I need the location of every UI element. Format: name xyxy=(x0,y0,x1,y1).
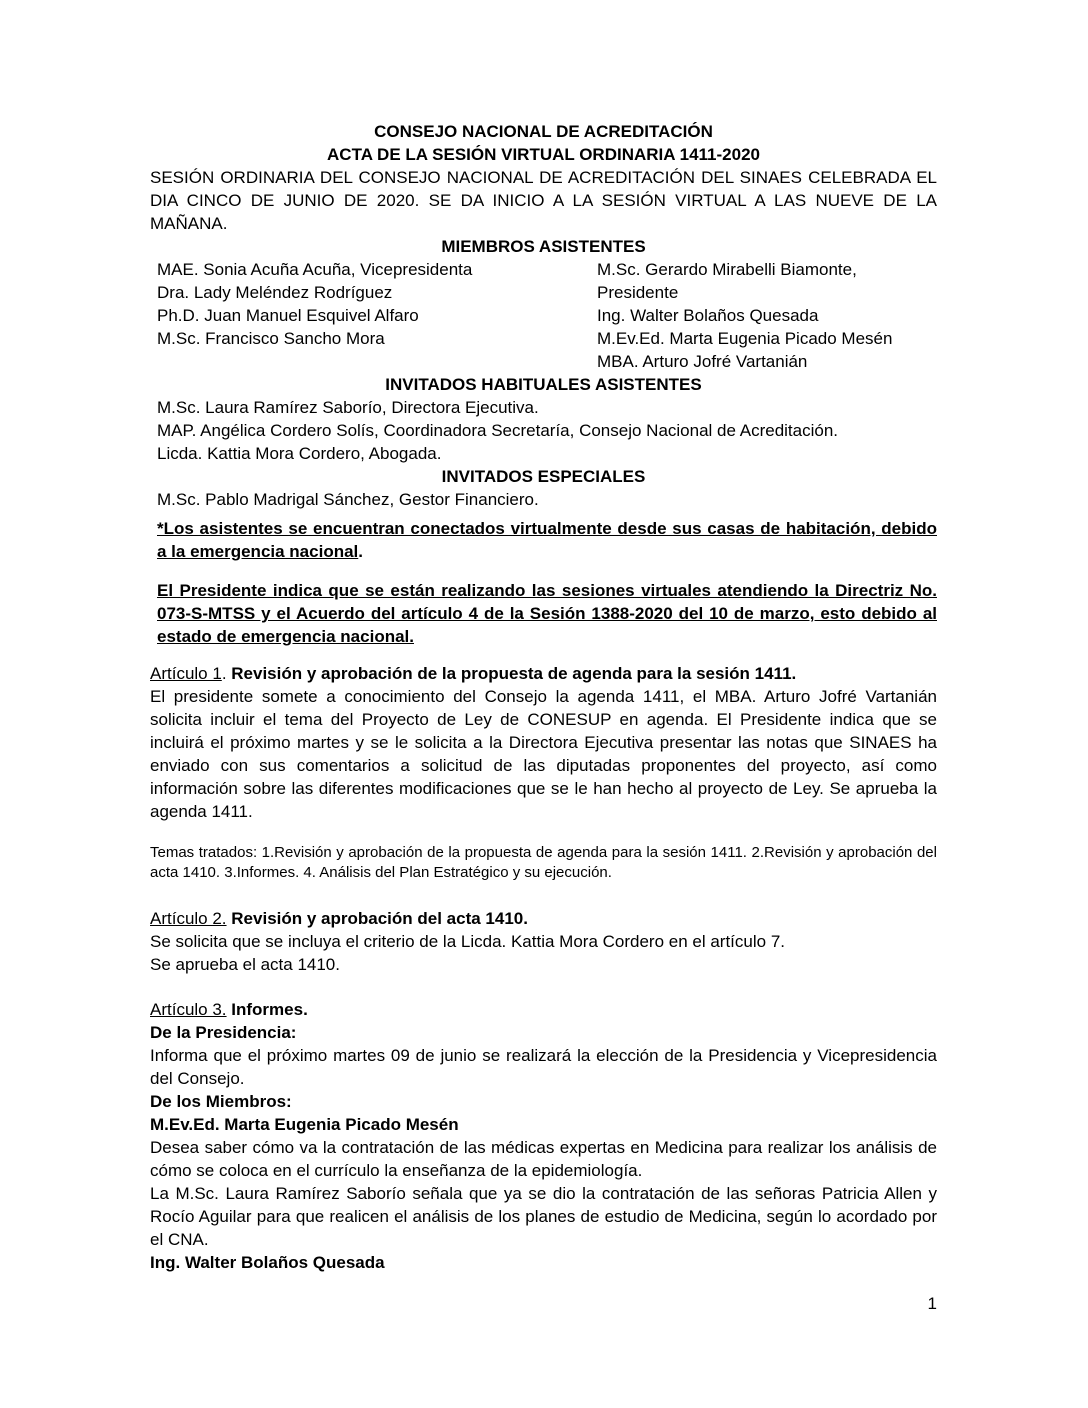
members-subheading: De los Miembros: xyxy=(150,1092,292,1111)
guest-item: MAP. Angélica Cordero Solís, Coordinadora Secretaría, Consejo Nacional de Acreditación. xyxy=(157,421,839,440)
article-3-label: Artículo 3. xyxy=(150,1000,227,1019)
guest-item: M.Sc. Pablo Madrigal Sánchez, Gestor Financiero. xyxy=(157,490,539,509)
members-column-right xyxy=(597,258,937,373)
article-1-body: El presidente somete a conocimiento del Consejo la agenda 1411, el MBA. Arturo Jofré Vartanián solicita incluir el tema del Proyecto de Ley de CONESUP en agenda. El Presidente indica que se incluirá el próximo martes y se le solicita a la Directora Ejecutiva presentar las notas que SINAES ha enviado con sus comentarios a solicitud de las diputadas proponentes del proyecto, así como información sobre las diferentes modificaciones que se le han hecho al proyecto de Ley. Se aprueba la agenda 1411. xyxy=(150,687,937,821)
guest-item: Licda. Kattia Mora Cordero, Abogada. xyxy=(157,444,442,463)
article-3-title: Informes. xyxy=(231,1000,308,1019)
special-guests-heading: INVITADOS ESPECIALES xyxy=(441,467,646,486)
article-2-label: Artículo 2. xyxy=(150,909,227,928)
article-2-body xyxy=(150,930,937,976)
speaker-name-bolanos: Ing. Walter Bolaños Quesada xyxy=(150,1253,385,1272)
guest-item: M.Sc. Laura Ramírez Saborío, Directora Ejecutiva. xyxy=(157,398,539,417)
presidency-subheading: De la Presidencia: xyxy=(150,1023,297,1042)
note-directive: El Presidente indica que se están realizando las sesiones virtuales atendiendo la Directriz No. 073-S-MTSS y el Acuerdo del artículo 4 de la Sesión 1388-2020 del 10 de marzo, esto debido al estado de emergencia nacional. xyxy=(157,581,937,646)
note-period: . xyxy=(358,542,363,561)
topics-paragraph: Temas tratados: 1.Revisión y aprobación de la propuesta de agenda para la sesión 1411. 2.Revisión y aprobación del acta 1410. 3.Informes. 4. Análisis del Plan Estratégico y su ejecución. xyxy=(150,844,937,881)
executive-director-reply: La M.Sc. Laura Ramírez Saborío señala que ya se dio la contratación de las señoras Patricia Allen y Rocío Aguilar para que realicen el análisis de los planes de estudio de Medicina, según lo acordado por el CNA. xyxy=(150,1184,937,1249)
member-item: M.Ev.Ed. Marta Eugenia Picado Mesén xyxy=(597,329,893,348)
member-item: M.Sc. Francisco Sancho Mora xyxy=(157,329,385,348)
members-heading: MIEMBROS ASISTENTES xyxy=(441,237,646,256)
article-2-line: Se aprueba el acta 1410. xyxy=(150,955,340,974)
document-content xyxy=(150,120,937,1274)
speaker-question: Desea saber cómo va la contratación de las médicas expertas en Medicina para realizar los análisis de cómo se coloca en el currículo la enseñanza de la epidemiología. xyxy=(150,1138,937,1180)
habitual-guests-heading: INVITADOS HABITUALES ASISTENTES xyxy=(385,375,702,394)
document-title: CONSEJO NACIONAL DE ACREDITACIÓN xyxy=(374,122,713,141)
article-1-heading xyxy=(150,662,937,685)
members-column-left xyxy=(150,258,597,373)
page-number: 1 xyxy=(927,1294,937,1313)
member-item: Dra. Lady Meléndez Rodríguez xyxy=(157,283,393,302)
note-virtual-attendance-text: *Los asistentes se encuentran conectados virtualmente desde sus casas de habitación, debido a la emergencia nacional xyxy=(157,519,937,561)
member-item: M.Sc. Gerardo Mirabelli Biamonte, Presidente xyxy=(597,260,857,302)
member-item: MBA. Arturo Jofré Vartanián xyxy=(597,352,808,371)
article-1-separator: . xyxy=(221,664,232,683)
member-item: MAE. Sonia Acuña Acuña, Vicepresidenta xyxy=(157,260,473,279)
article-2-title: Revisión y aprobación del acta 1410. xyxy=(231,909,528,928)
members-list xyxy=(150,258,937,373)
special-guests-list xyxy=(150,488,937,511)
article-1-title: Revisión y aprobación de la propuesta de agenda para la sesión 1411. xyxy=(231,664,797,683)
member-item: Ph.D. Juan Manuel Esquivel Alfaro xyxy=(157,306,419,325)
article-1-label: Artículo 1 xyxy=(150,664,222,683)
presidency-report: Informa que el próximo martes 09 de junio se realizará la elección de la Presidencia y Vicepresidencia del Consejo. xyxy=(150,1046,937,1088)
note-virtual-attendance xyxy=(150,517,937,563)
article-2-heading xyxy=(150,907,937,930)
speaker-name-picado: M.Ev.Ed. Marta Eugenia Picado Mesén xyxy=(150,1115,459,1134)
article-3-heading xyxy=(150,998,937,1021)
habitual-guests-list xyxy=(150,396,937,465)
session-intro-paragraph: SESIÓN ORDINARIA DEL CONSEJO NACIONAL DE ACREDITACIÓN DEL SINAES CELEBRADA EL DIA CINCO DE JUNIO DE 2020. SE DA INICIO A LA SESIÓN VIRTUAL A LAS NUEVE DE LA MAÑANA. xyxy=(150,168,937,233)
member-item: Ing. Walter Bolaños Quesada xyxy=(597,306,819,325)
document-subtitle: ACTA DE LA SESIÓN VIRTUAL ORDINARIA 1411-2020 xyxy=(327,145,760,164)
article-2-line: Se solicita que se incluya el criterio de la Licda. Kattia Mora Cordero en el artículo 7. xyxy=(150,932,785,951)
